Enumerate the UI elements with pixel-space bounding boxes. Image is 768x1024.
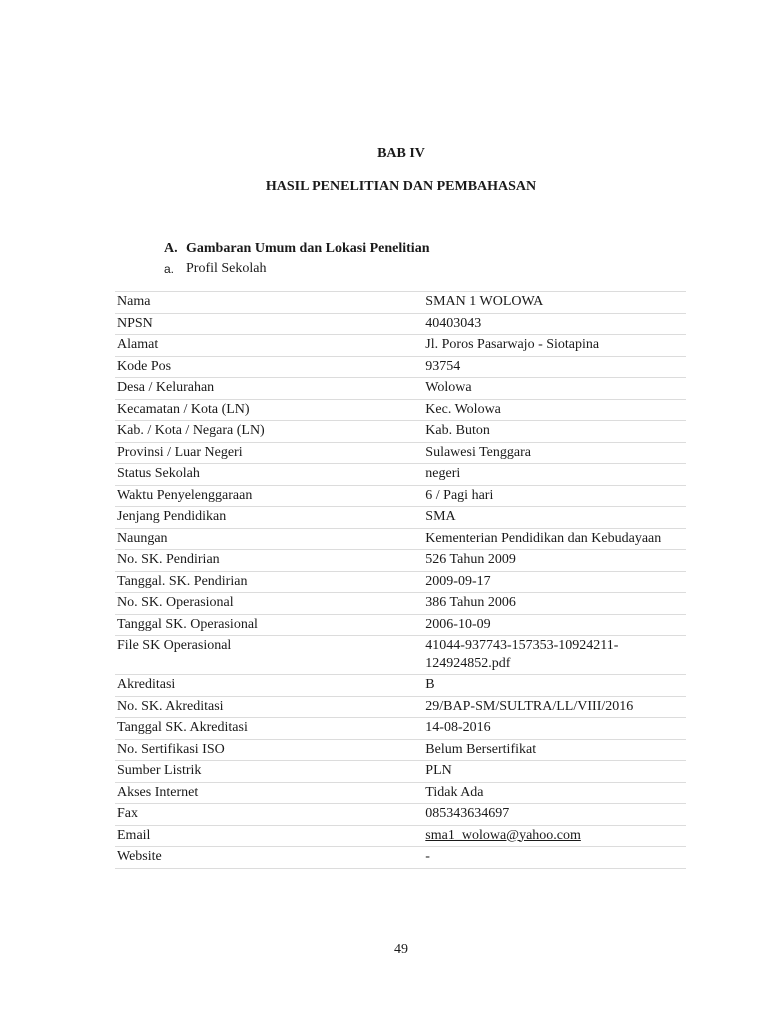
table-row xyxy=(115,378,686,400)
table-row xyxy=(115,292,686,314)
table-row xyxy=(115,528,686,550)
row-label: Jenjang Pendidikan xyxy=(115,507,423,529)
row-label: Alamat xyxy=(115,335,423,357)
row-value: - xyxy=(423,847,686,869)
table-row xyxy=(115,675,686,697)
row-value: Kementerian Pendidikan dan Kebudayaan xyxy=(423,528,686,550)
chapter-number: BAB IV xyxy=(377,146,425,161)
row-label: Provinsi / Luar Negeri xyxy=(115,442,423,464)
subsection-heading xyxy=(164,261,267,277)
row-value: PLN xyxy=(423,761,686,783)
row-label: Status Sekolah xyxy=(115,464,423,486)
row-label: Naungan xyxy=(115,528,423,550)
row-label: No. SK. Operasional xyxy=(115,593,423,615)
table-row xyxy=(115,739,686,761)
chapter-title: HASIL PENELITIAN DAN PEMBAHASAN xyxy=(265,179,537,194)
table-row xyxy=(115,356,686,378)
row-value: 085343634697 xyxy=(423,804,686,826)
row-value: 93754 xyxy=(423,356,686,378)
row-label: Tanggal SK. Operasional xyxy=(115,614,423,636)
table-row xyxy=(115,399,686,421)
school-profile-table-body xyxy=(115,292,686,869)
row-label: Akreditasi xyxy=(115,675,423,697)
row-value: Kec. Wolowa xyxy=(423,399,686,421)
section-title: Gambaran Umum dan Lokasi Penelitian xyxy=(186,241,430,256)
table-row xyxy=(115,313,686,335)
row-label: No. Sertifikasi ISO xyxy=(115,739,423,761)
row-label: Fax xyxy=(115,804,423,826)
row-value: 14-08-2016 xyxy=(423,718,686,740)
row-value: 2009-09-17 xyxy=(423,571,686,593)
table-row xyxy=(115,442,686,464)
row-label: No. SK. Akreditasi xyxy=(115,696,423,718)
row-label: File SK Operasional xyxy=(115,636,423,675)
table-row xyxy=(115,825,686,847)
row-label: NPSN xyxy=(115,313,423,335)
row-label: Email xyxy=(115,825,423,847)
row-value: Belum Bersertifikat xyxy=(423,739,686,761)
table-row xyxy=(115,718,686,740)
row-value: 526 Tahun 2009 xyxy=(423,550,686,572)
table-row xyxy=(115,696,686,718)
table-row xyxy=(115,421,686,443)
row-value: 29/BAP-SM/SULTRA/LL/VIII/2016 xyxy=(423,696,686,718)
row-value: B xyxy=(423,675,686,697)
subsection-number: a. xyxy=(164,262,175,276)
email-link[interactable]: sma1_wolowa@yahoo.com xyxy=(425,827,581,843)
table-row xyxy=(115,761,686,783)
table-row xyxy=(115,335,686,357)
table-row xyxy=(115,571,686,593)
table-row xyxy=(115,804,686,826)
page-number: 49 xyxy=(394,942,408,957)
row-value: Sulawesi Tenggara xyxy=(423,442,686,464)
row-label: Waktu Penyelenggaraan xyxy=(115,485,423,507)
row-value: Tidak Ada xyxy=(423,782,686,804)
subsection-title: Profil Sekolah xyxy=(186,261,267,276)
table-row xyxy=(115,782,686,804)
table-row xyxy=(115,485,686,507)
school-profile-table xyxy=(115,291,686,869)
row-label: Kecamatan / Kota (LN) xyxy=(115,399,423,421)
table-row xyxy=(115,636,686,675)
row-label: Nama xyxy=(115,292,423,314)
table-row xyxy=(115,550,686,572)
table-row xyxy=(115,593,686,615)
row-value: 41044-937743-157353-10924211-124924852.pdf xyxy=(423,636,686,675)
section-number: A. xyxy=(164,241,178,256)
row-value-cell xyxy=(423,825,686,847)
row-value: 6 / Pagi hari xyxy=(423,485,686,507)
table-row xyxy=(115,847,686,869)
row-value: 386 Tahun 2006 xyxy=(423,593,686,615)
row-label: Website xyxy=(115,847,423,869)
row-value: Wolowa xyxy=(423,378,686,400)
row-label: Kode Pos xyxy=(115,356,423,378)
row-value: 2006-10-09 xyxy=(423,614,686,636)
section-heading xyxy=(164,241,429,257)
row-value: 40403043 xyxy=(423,313,686,335)
row-value: negeri xyxy=(423,464,686,486)
row-label: Tanggal SK. Akreditasi xyxy=(115,718,423,740)
row-label: Kab. / Kota / Negara (LN) xyxy=(115,421,423,443)
row-label: Tanggal. SK. Pendirian xyxy=(115,571,423,593)
row-label: No. SK. Pendirian xyxy=(115,550,423,572)
row-label: Akses Internet xyxy=(115,782,423,804)
table-row xyxy=(115,507,686,529)
row-value: SMA xyxy=(423,507,686,529)
row-label: Desa / Kelurahan xyxy=(115,378,423,400)
table-row xyxy=(115,464,686,486)
row-label: Sumber Listrik xyxy=(115,761,423,783)
row-value: Jl. Poros Pasarwajo - Siotapina xyxy=(423,335,686,357)
table-row xyxy=(115,614,686,636)
row-value: Kab. Buton xyxy=(423,421,686,443)
row-value: SMAN 1 WOLOWA xyxy=(423,292,686,314)
